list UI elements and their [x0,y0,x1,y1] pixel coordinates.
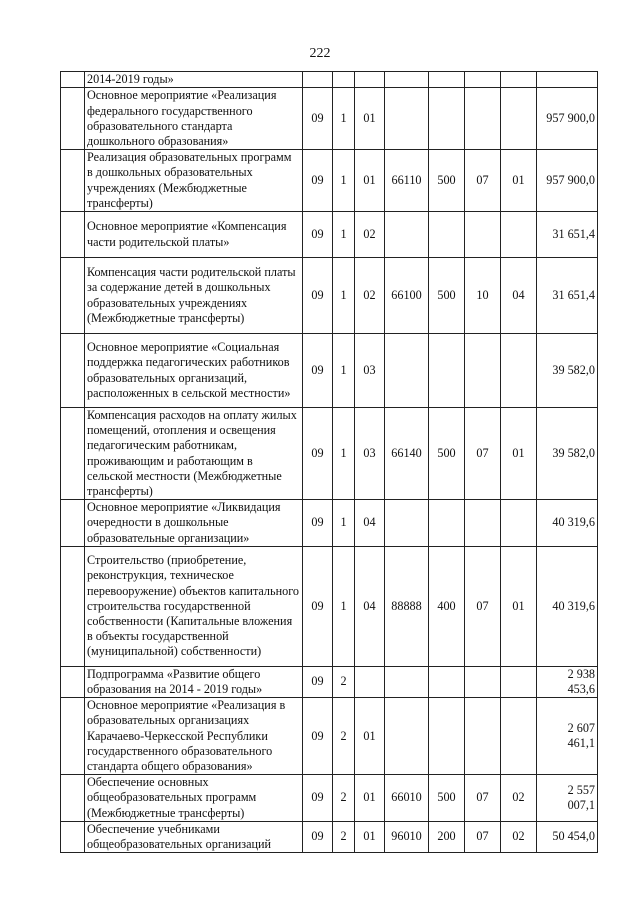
code-cell-c1: 09 [303,698,333,775]
code-cell-c4 [385,334,429,408]
row-number-cell [61,500,85,547]
row-number-cell [61,334,85,408]
code-cell-c1: 09 [303,546,333,666]
code-cell-c4 [385,212,429,258]
code-cell-c6 [465,500,501,547]
item-name-cell: Основное мероприятие «Реализация в образовательных организациях Карачаево-Черкесской Республики государственного образовательного стандарта общего образования» [85,698,303,775]
code-cell-c3: 01 [355,821,385,852]
code-cell-c2: 2 [333,775,355,822]
code-cell-c6 [465,212,501,258]
code-cell-c1: 09 [303,150,333,212]
code-cell-c2 [333,72,355,88]
table-row [61,666,598,697]
amount-cell: 2 938 453,6 [537,666,598,697]
item-name-cell: Компенсация части родительской платы за содержание детей в дошкольных образовательных учреждениях (Межбюджетные трансферты) [85,258,303,334]
code-cell-c7 [501,500,537,547]
row-number-cell [61,775,85,822]
code-cell-c5 [429,500,465,547]
code-cell-c6 [465,334,501,408]
code-cell-c6: 07 [465,546,501,666]
row-number-cell [61,408,85,500]
code-cell-c3: 01 [355,150,385,212]
code-cell-c6: 07 [465,775,501,822]
code-cell-c2: 2 [333,666,355,697]
code-cell-c3: 03 [355,334,385,408]
amount-cell [537,72,598,88]
code-cell-c7 [501,334,537,408]
code-cell-c4 [385,666,429,697]
code-cell-c5 [429,334,465,408]
code-cell-c3 [355,72,385,88]
budget-table-body [61,72,598,853]
amount-cell: 2 607 461,1 [537,698,598,775]
code-cell-c2: 1 [333,88,355,150]
code-cell-c3: 01 [355,88,385,150]
amount-cell: 31 651,4 [537,212,598,258]
item-name-cell: Строительство (приобретение, реконструкция, техническое перевооружение) объектов капитального строительства государственной собственности (Капитальные вложения в объекты государственной (муниципальной) собственности) [85,546,303,666]
code-cell-c4 [385,88,429,150]
table-row [61,775,598,822]
amount-cell: 40 319,6 [537,546,598,666]
code-cell-c4: 96010 [385,821,429,852]
item-name-cell: Обеспечение учебниками общеобразовательных организаций [85,821,303,852]
row-number-cell [61,150,85,212]
code-cell-c3: 02 [355,258,385,334]
code-cell-c5 [429,666,465,697]
code-cell-c7 [501,212,537,258]
code-cell-c1: 09 [303,334,333,408]
code-cell-c6 [465,698,501,775]
code-cell-c6: 10 [465,258,501,334]
amount-cell: 40 319,6 [537,500,598,547]
table-row [61,88,598,150]
code-cell-c1: 09 [303,258,333,334]
code-cell-c1: 09 [303,212,333,258]
amount-cell: 39 582,0 [537,408,598,500]
row-number-cell [61,72,85,88]
item-name-cell: Обеспечение основных общеобразовательных программ (Межбюджетные трансферты) [85,775,303,822]
code-cell-c4: 88888 [385,546,429,666]
table-row [61,408,598,500]
code-cell-c7 [501,72,537,88]
code-cell-c2: 2 [333,821,355,852]
code-cell-c4: 66100 [385,258,429,334]
code-cell-c4 [385,698,429,775]
amount-cell: 31 651,4 [537,258,598,334]
table-row [61,212,598,258]
code-cell-c2: 1 [333,500,355,547]
code-cell-c2: 1 [333,150,355,212]
code-cell-c6: 07 [465,150,501,212]
item-name-cell: Основное мероприятие «Ликвидация очередности в дошкольные образовательные организации» [85,500,303,547]
code-cell-c2: 1 [333,212,355,258]
code-cell-c5 [429,698,465,775]
code-cell-c5: 500 [429,258,465,334]
table-row [61,698,598,775]
table-row [61,334,598,408]
code-cell-c1: 09 [303,88,333,150]
code-cell-c6: 07 [465,408,501,500]
code-cell-c4 [385,500,429,547]
code-cell-c7 [501,88,537,150]
code-cell-c1: 09 [303,666,333,697]
code-cell-c3: 02 [355,212,385,258]
table-row [61,546,598,666]
code-cell-c2: 1 [333,334,355,408]
item-name-cell: Подпрограмма «Развитие общего образования на 2014 - 2019 годы» [85,666,303,697]
code-cell-c3: 04 [355,500,385,547]
code-cell-c5: 400 [429,546,465,666]
code-cell-c7: 02 [501,775,537,822]
code-cell-c5: 500 [429,150,465,212]
item-name-cell: Основное мероприятие «Социальная поддержка педагогических работников образовательных организаций, расположенных в сельской местности» [85,334,303,408]
code-cell-c6 [465,88,501,150]
item-name-cell: Реализация образовательных программ в дошкольных образовательных учреждениях (Межбюджетные трансферты) [85,150,303,212]
code-cell-c6 [465,72,501,88]
table-row [61,258,598,334]
item-name-cell: Основное мероприятие «Компенсация части родительской платы» [85,212,303,258]
code-cell-c4: 66110 [385,150,429,212]
row-number-cell [61,821,85,852]
code-cell-c1: 09 [303,500,333,547]
code-cell-c1 [303,72,333,88]
table-row [61,150,598,212]
code-cell-c6 [465,666,501,697]
amount-cell: 2 557 007,1 [537,775,598,822]
code-cell-c1: 09 [303,775,333,822]
row-number-cell [61,698,85,775]
code-cell-c5 [429,88,465,150]
row-number-cell [61,258,85,334]
row-number-cell [61,212,85,258]
code-cell-c5: 500 [429,408,465,500]
code-cell-c7: 02 [501,821,537,852]
code-cell-c2: 2 [333,698,355,775]
code-cell-c3: 01 [355,698,385,775]
item-name-cell: Компенсация расходов на оплату жилых помещений, отопления и освещения педагогическим работникам, проживающим и работающим в сельской местности (Межбюджетные трансферты) [85,408,303,500]
code-cell-c2: 1 [333,408,355,500]
row-number-cell [61,666,85,697]
code-cell-c4: 66010 [385,775,429,822]
code-cell-c5: 500 [429,775,465,822]
code-cell-c4: 66140 [385,408,429,500]
code-cell-c3: 01 [355,775,385,822]
page-number: 222 [309,46,331,61]
amount-cell: 957 900,0 [537,88,598,150]
code-cell-c3: 04 [355,546,385,666]
code-cell-c7 [501,666,537,697]
code-cell-c1: 09 [303,821,333,852]
amount-cell: 957 900,0 [537,150,598,212]
code-cell-c7: 01 [501,150,537,212]
table-row [61,500,598,547]
code-cell-c3: 03 [355,408,385,500]
code-cell-c5: 200 [429,821,465,852]
code-cell-c5 [429,212,465,258]
code-cell-c5 [429,72,465,88]
code-cell-c7 [501,698,537,775]
table-row [61,72,598,88]
code-cell-c7: 01 [501,546,537,666]
code-cell-c3 [355,666,385,697]
table-row [61,821,598,852]
budget-table [60,71,598,853]
code-cell-c7: 04 [501,258,537,334]
code-cell-c6: 07 [465,821,501,852]
code-cell-c2: 1 [333,546,355,666]
code-cell-c4 [385,72,429,88]
item-name-cell: Основное мероприятие «Реализация федерального государственного образовательного стандарта дошкольного образования» [85,88,303,150]
code-cell-c7: 01 [501,408,537,500]
code-cell-c1: 09 [303,408,333,500]
row-number-cell [61,546,85,666]
amount-cell: 39 582,0 [537,334,598,408]
item-name-cell: 2014-2019 годы» [85,72,303,88]
amount-cell: 50 454,0 [537,821,598,852]
code-cell-c2: 1 [333,258,355,334]
row-number-cell [61,88,85,150]
